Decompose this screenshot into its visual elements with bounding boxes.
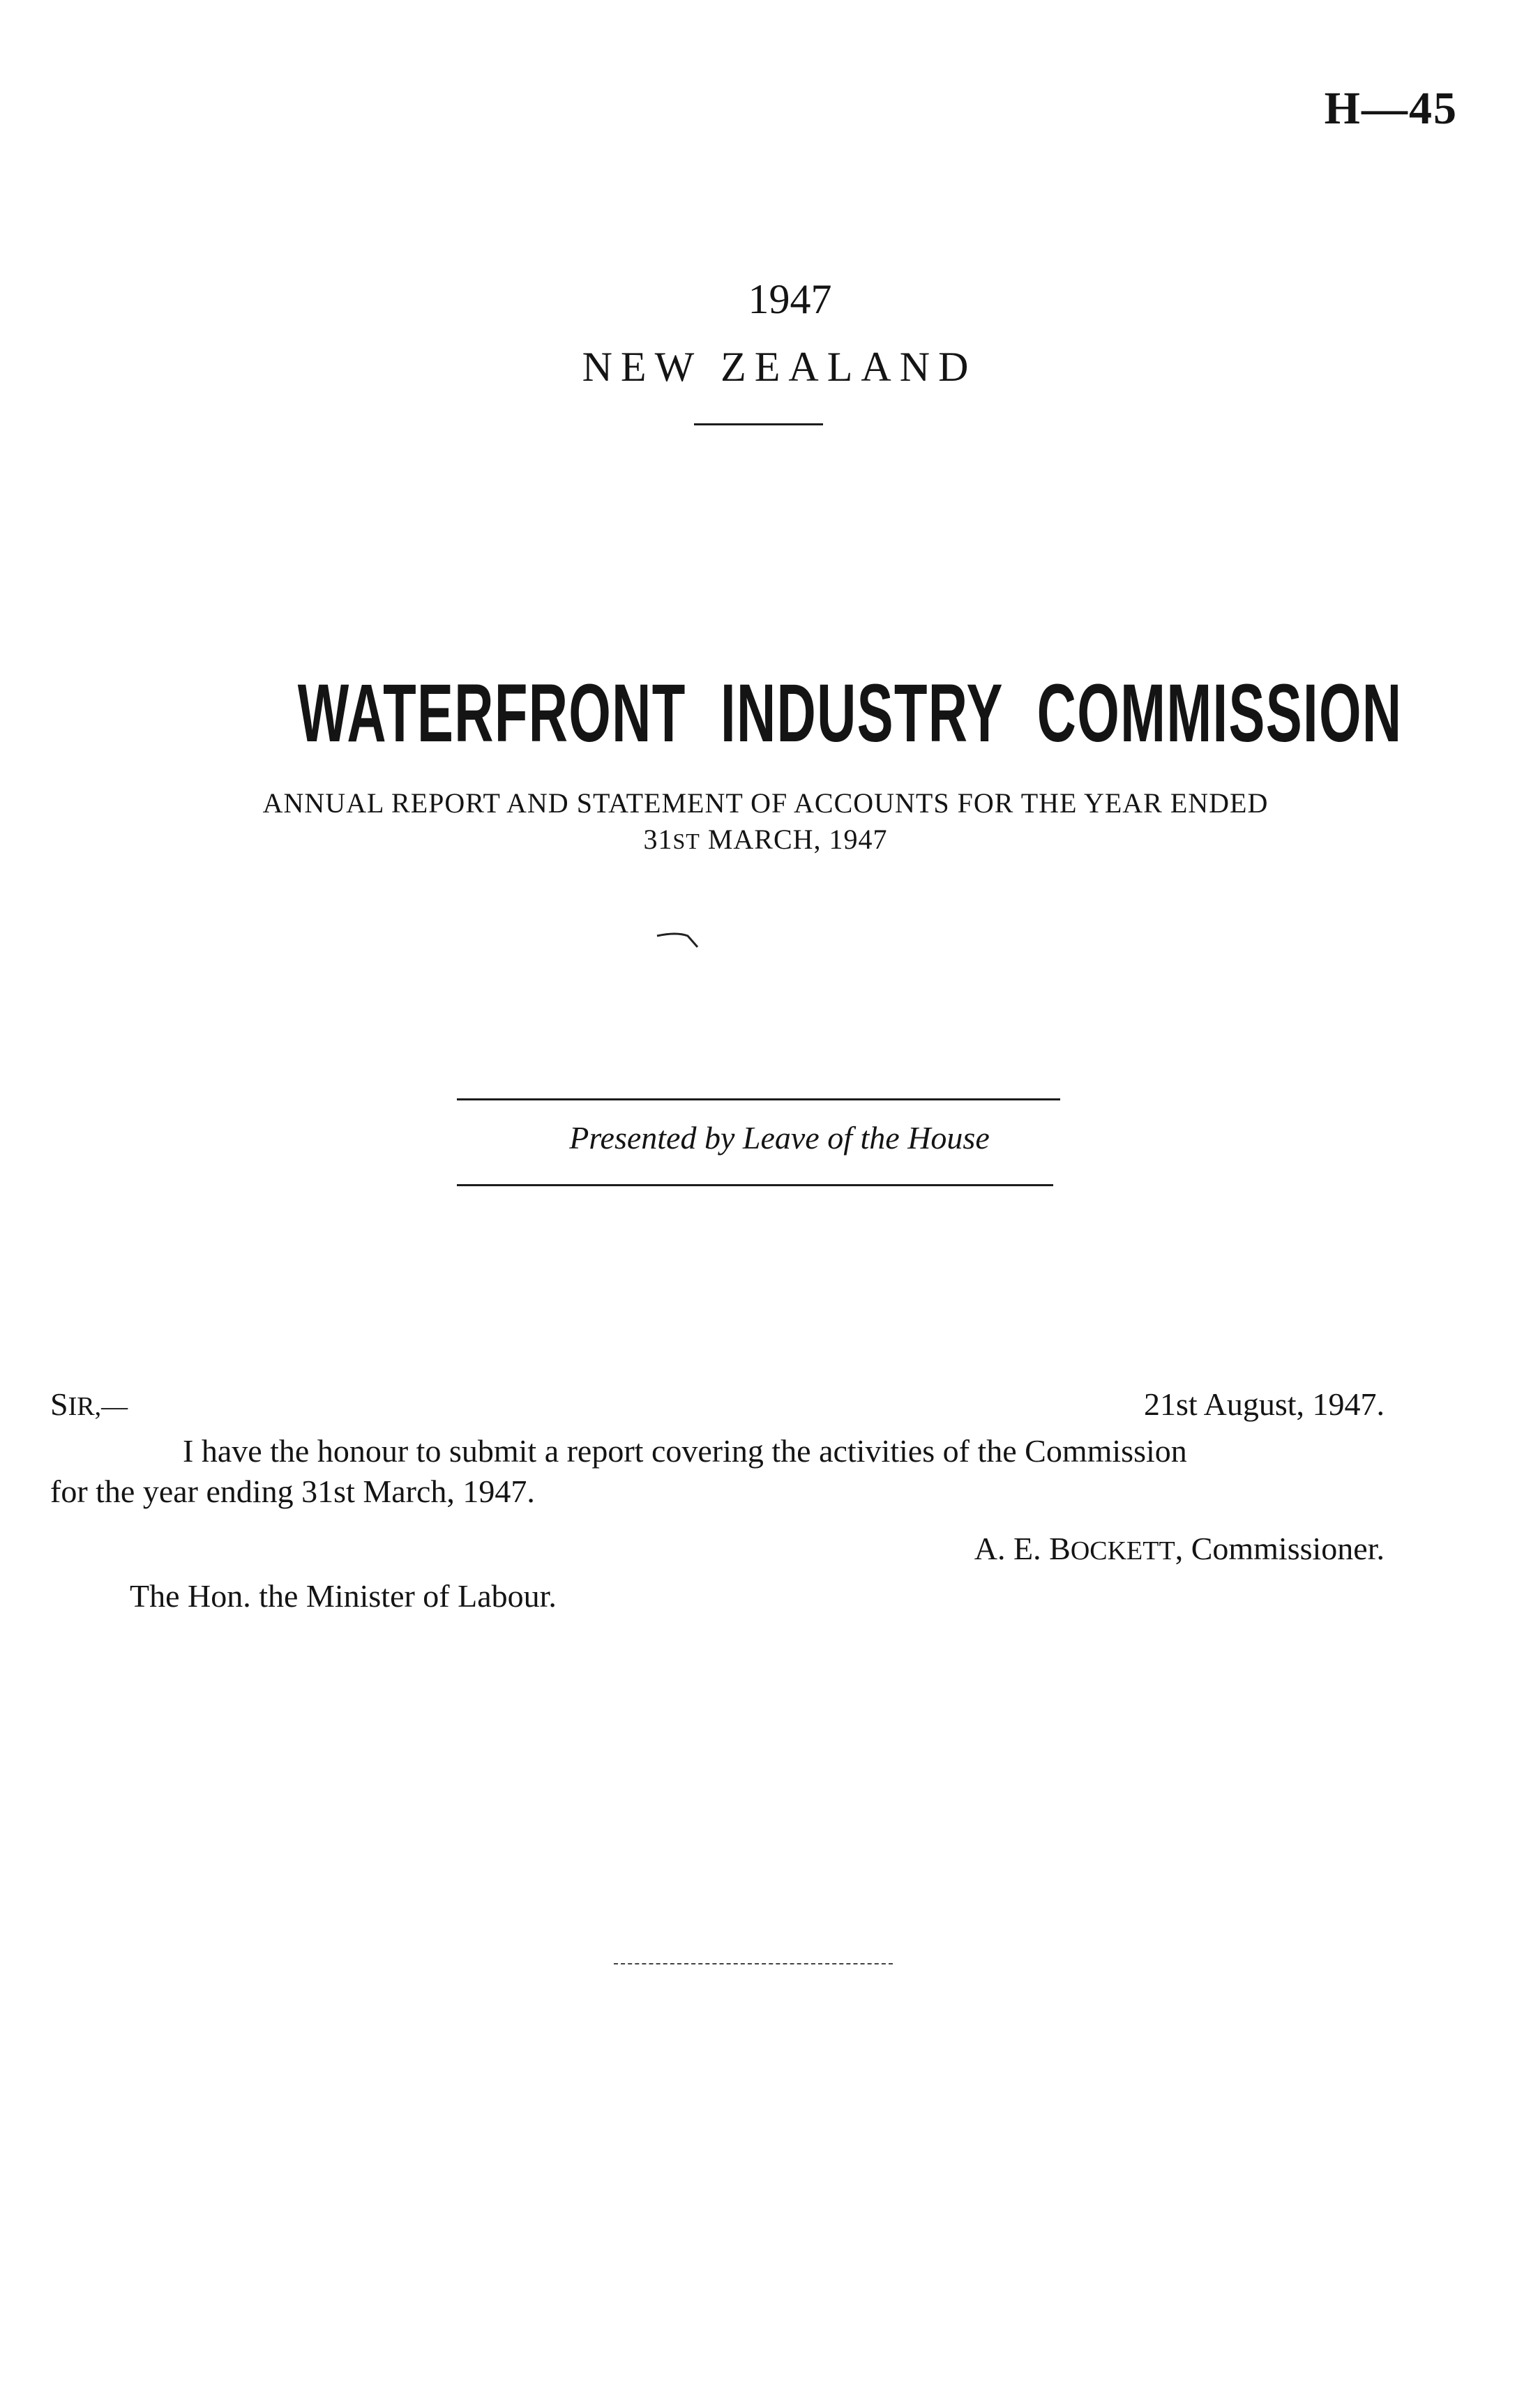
document-subtitle-date [0,823,1531,856]
letter-signature [974,1529,1385,1571]
letter-addressee: The Hon. the Minister of Labour. [130,1578,557,1614]
document-title: WATERFRONT INDUSTRY COMMISSION [297,667,1403,759]
presented-bottom-rule [457,1184,1053,1186]
subtitle-month-year: MARCH, 1947 [700,824,888,855]
signature-name-initial: B [1049,1531,1071,1566]
salutation-initial: S [50,1386,68,1422]
country-underline-rule [694,423,823,425]
subtitle-day: 31 [643,824,673,855]
presented-by-leave-line: Presented by Leave of the House [569,1120,990,1156]
letter-date: 21st August, 1947. [1143,1386,1385,1422]
salutation-rest: IR,— [68,1392,128,1421]
country-heading: NEW ZEALAND [582,344,977,390]
signature-initials: A. E. [974,1531,1050,1566]
document-subtitle: ANNUAL REPORT AND STATEMENT OF ACCOUNTS FOR THE YEAR ENDED [262,787,1269,819]
signature-title: , Commissioner. [1175,1531,1385,1566]
closing-dashed-rule [614,1963,893,1964]
page-reference: H—45 [1324,83,1458,134]
report-year: 1947 [748,276,832,322]
subtitle-day-suffix: ST [672,828,700,854]
letter-body-line-1: I have the honour to submit a report covering the activities of the Commission [183,1433,1187,1469]
presented-top-rule [457,1098,1060,1100]
stray-print-mark [656,927,704,969]
signature-name-rest: OCKETT [1070,1536,1175,1566]
letter-body-line-2: for the year ending 31st March, 1947. [50,1474,535,1509]
letter-salutation [50,1384,128,1427]
